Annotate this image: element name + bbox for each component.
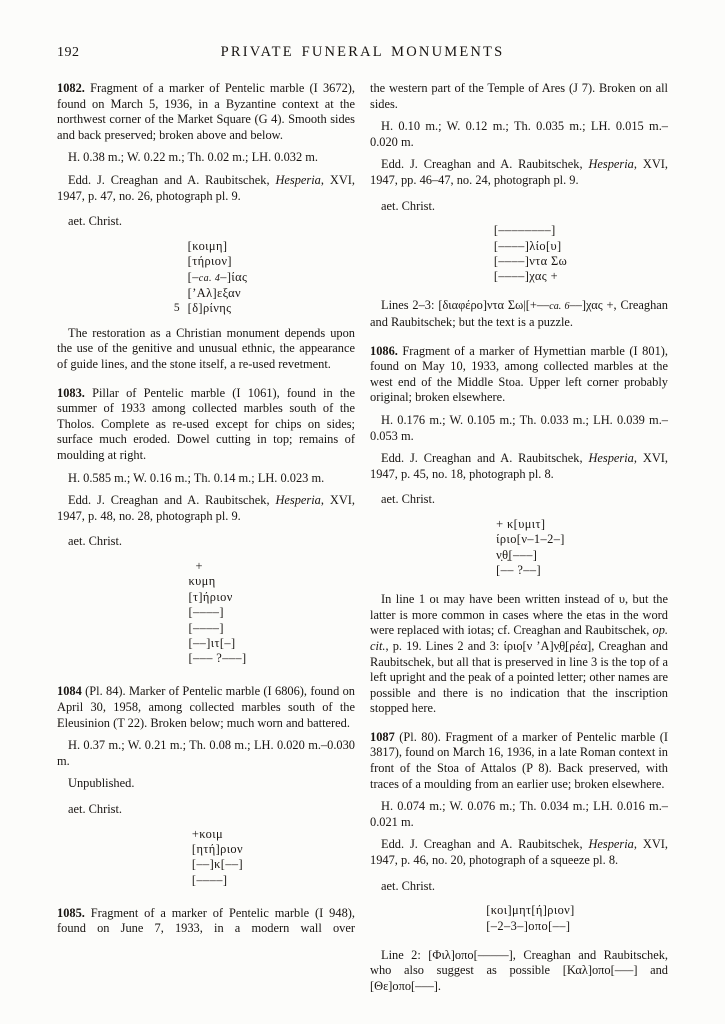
page-title: PRIVATE FUNERAL MONUMENTS	[220, 44, 505, 60]
entry-1082	[57, 81, 355, 373]
inscription-line	[473, 517, 565, 532]
inscription-line-number	[165, 239, 180, 254]
inscription-line	[471, 239, 567, 254]
text-run: + κ[υμιτ]	[496, 516, 546, 531]
inscription-line-number	[471, 254, 486, 269]
paragraph-lead	[57, 81, 355, 143]
text-run: [–2–3–]οπο[––]	[486, 918, 571, 933]
inscription-lines	[165, 239, 248, 317]
paragraph-comment	[370, 298, 668, 330]
inscription-text	[188, 590, 232, 605]
inscription-line-number	[165, 621, 180, 636]
paragraph-comment	[57, 326, 355, 373]
inscription-lines	[473, 517, 565, 579]
text-run: [–– ?––]	[496, 563, 541, 578]
text-run: (Pl. 80). Fragment of a marker of Pentelic marble (I 3817), found on March 16, 1936, in a late Roman context in front of the Stoa of Attalos (P 8). Back preserved, with traces of a moulding from an earlier use; broken elsewhere.	[370, 729, 669, 791]
inscription-line	[463, 919, 574, 934]
inscription-line-number	[471, 223, 486, 238]
inscription-line	[165, 239, 248, 254]
paragraph-measure	[370, 119, 668, 150]
text-run: (Pl. 84). Marker of Pentelic marble (I 6806), found on April 30, 1958, among collected marbles south of the Eleusinion (T 22). Broken below; much worn and battered.	[57, 684, 355, 730]
column-right	[370, 81, 668, 1007]
inscription-text	[494, 239, 562, 254]
text-run: [––––––––]	[493, 223, 556, 238]
text-run: H. 0.37 m.; W. 0.21 m.; Th. 0.08 m.; LH. 0.020 m.–0.030 m.	[57, 738, 355, 768]
inscription-line-number	[463, 903, 478, 918]
text-run: H. 0.10 m.; W. 0.12 m.; Th. 0.035 m.; LH. 0.015 m.–0.020 m.	[370, 119, 668, 149]
inscription-line	[165, 590, 246, 605]
inscription	[370, 223, 668, 289]
text-run: ν̣θ̣[–––]	[496, 547, 538, 562]
inscription-line	[165, 286, 248, 301]
inscription-line-number	[473, 532, 488, 547]
entry-1085-continued	[370, 81, 668, 331]
inscription-line	[165, 270, 248, 286]
entry-number: 1084	[57, 684, 82, 699]
text-run: Fragment of a marker of Pentelic marble (I 3672), found on March 5, 1936, in a Byzantine context at the northwest corner of the Market Square (G 4). Smooth sides and back preserved; broken above and below.	[57, 81, 355, 142]
text-run: –]ίας	[220, 269, 248, 284]
inscription-lines	[169, 827, 243, 889]
entry-number: 1082.	[57, 81, 85, 95]
inscription-line	[169, 842, 243, 857]
text-run: the western part of the Temple of Ares (J 7). Broken on all sides.	[370, 81, 668, 111]
paragraph-lead	[370, 730, 668, 792]
text-run: aet. Christ.	[381, 492, 436, 507]
paragraph-measure	[57, 150, 355, 166]
inscription-line-number	[165, 605, 180, 620]
text-run: [––––]χας +	[493, 269, 558, 284]
inscription-text	[494, 223, 556, 238]
inscription-line-number	[165, 636, 180, 651]
text-run: [–	[187, 269, 199, 284]
inscription-line-number	[473, 548, 488, 563]
text-run: Edd. J. Creaghan and A. Raubitschek,	[381, 451, 589, 466]
entry-1084	[57, 684, 355, 892]
paragraph-aet	[370, 879, 668, 895]
paragraph-edition	[57, 173, 355, 204]
paragraph-lead	[57, 684, 355, 731]
inscription-line	[169, 827, 243, 842]
inscription-lines	[463, 903, 574, 934]
text-run: [––]κ[––]	[191, 857, 244, 872]
text-run: Hesperia	[588, 451, 634, 466]
inscription-text	[496, 548, 537, 563]
inscription-text	[188, 636, 235, 651]
text-run: , p. 19. Lines 2 and 3: ίριο[ν ’Α]ν̣θ̣[ρέα], Creaghan and Raubitschek, but all that is preserved in line 3 is the top of a left upright and the peak of a pointed letter; other names are possible and there is no indication that the inscription stopped here.	[370, 638, 668, 716]
inscription-line	[165, 559, 246, 574]
inscription-line-number	[165, 270, 180, 286]
inscription-line-number	[169, 842, 184, 857]
inscription-text	[496, 517, 545, 532]
text-run: [δ]ρίνης	[187, 301, 232, 316]
text-run: , XVI, 1947, p. 46, no. 20, photograph of a squeeze pl. 8.	[370, 837, 668, 868]
inscription-line-number	[165, 559, 180, 574]
inscription-text	[188, 605, 223, 620]
text-run: Edd. J. Creaghan and A. Raubitschek,	[68, 172, 276, 187]
text-run: H. 0.38 m.; W. 0.22 m.; Th. 0.02 m.; LH. 0.032 m.	[68, 150, 319, 165]
inscription-line	[471, 254, 567, 269]
inscription-line	[165, 621, 246, 636]
text-run: Unpublished.	[68, 776, 135, 791]
inscription-text	[486, 903, 574, 918]
inscription-line	[165, 636, 246, 651]
entry-1085	[57, 906, 355, 937]
paragraph-edition	[370, 837, 668, 868]
page-header	[57, 44, 668, 66]
inscription	[57, 559, 355, 671]
paragraph-continuation	[370, 81, 668, 112]
inscription-text	[188, 621, 223, 636]
text-run: , XVI, 1947, p. 45, no. 18, photograph pl. 8.	[370, 451, 668, 481]
inscription	[57, 239, 355, 317]
paragraph-aet	[370, 492, 668, 508]
text-run: aet. Christ.	[68, 534, 123, 549]
inscription-line-number	[471, 239, 486, 254]
inscription-line	[473, 548, 565, 563]
inscription-line	[165, 574, 246, 589]
text-run: ca. 6	[549, 301, 570, 313]
text-run: ––]χας +, Creaghan and Raubitschek; but the text is a puzzle.	[370, 298, 668, 329]
inscription-line	[473, 563, 565, 578]
text-columns	[57, 81, 668, 1007]
text-run: Edd. J. Creaghan and A. Raubitschek,	[381, 157, 589, 172]
inscription-line-number	[165, 254, 180, 269]
inscription-text	[188, 286, 241, 301]
paragraph-measure	[57, 471, 355, 487]
text-run: [κοιμη]	[187, 238, 228, 253]
text-run: Lines 2–3: [διαφέρο]ντα Σω|[+––	[381, 298, 550, 313]
inscription-text	[192, 842, 243, 857]
inscription-text	[188, 254, 232, 269]
inscription-line	[169, 873, 243, 888]
text-run: [’Αλ]εξαν	[187, 285, 241, 300]
inscription-line-number	[165, 574, 180, 589]
inscription-text	[494, 254, 567, 269]
column-left	[57, 81, 355, 1007]
text-run: , XVI, 1947, p. 48, no. 28, photograph pl. 9.	[57, 493, 355, 523]
text-run: [––– ?–––]	[188, 651, 247, 666]
inscription-lines	[165, 559, 246, 667]
inscription-line-number	[473, 563, 488, 578]
inscription-line	[165, 651, 246, 666]
entry-number: 1085.	[57, 905, 85, 920]
inscription-line-number	[165, 286, 180, 301]
inscription-line-number	[165, 651, 180, 666]
text-run: [––––]	[191, 872, 228, 887]
paragraph-aet	[57, 214, 355, 230]
text-run: aet. Christ.	[68, 214, 123, 229]
paragraph-edition	[370, 451, 668, 482]
text-run: Fragment of a marker of Pentelic marble (I 948), found on June 7, 1933, in a modern wall over	[57, 905, 355, 936]
inscription-line-number	[165, 590, 180, 605]
text-run: +	[188, 558, 203, 573]
text-run: [τήριον]	[187, 254, 232, 269]
text-run: H. 0.585 m.; W. 0.16 m.; Th. 0.14 m.; LH. 0.023 m.	[68, 470, 325, 485]
inscription-line	[165, 605, 246, 620]
text-run: ca. 4	[198, 272, 221, 284]
paragraph-aet	[57, 534, 355, 550]
inscription-text	[188, 559, 202, 574]
inscription-line-number	[463, 919, 478, 934]
inscription-text	[486, 919, 570, 934]
text-run: Edd. J. Creaghan and A. Raubitschek,	[381, 837, 589, 852]
text-run: [––––]λίο[υ]	[493, 238, 562, 253]
inscription-text	[192, 857, 243, 872]
text-run: aet. Christ.	[381, 878, 436, 893]
text-run: Line 2: [Φιλ]οπο[–––––], Creaghan and Raubitschek, who also suggest as possible [Καλ]οπο[–––] and [Θε]οπο[–––].	[370, 947, 668, 993]
paragraph-edition	[57, 493, 355, 524]
paragraph-aet	[57, 802, 355, 818]
paragraph-publication	[57, 776, 355, 792]
entry-1083	[57, 386, 355, 672]
text-run: The restoration as a Christian monument depends upon the use of the genitive and unusual ethnic, the appearance of guide lines, and the stone itself, a re-used revetment.	[57, 325, 355, 371]
text-run: Hesperia	[588, 837, 634, 852]
paragraph-aet	[370, 199, 668, 215]
text-run: [ητή]ριον	[191, 841, 244, 856]
entry-1087	[370, 730, 668, 995]
text-run: [τ]ήριον	[188, 589, 233, 604]
paragraph-lead	[57, 386, 355, 464]
inscription-line	[471, 269, 567, 284]
paragraph-comment	[370, 592, 668, 717]
text-run: +κοιμ	[191, 826, 224, 841]
inscription-line	[165, 301, 248, 316]
inscription-text	[496, 563, 541, 578]
inscription-lines	[471, 223, 567, 285]
text-run: [––]ιτ[–]	[188, 635, 236, 650]
inscription-line-number	[169, 857, 184, 872]
inscription	[370, 517, 668, 583]
text-run: , XVI, 1947, pp. 46–47, no. 24, photograph pl. 9.	[370, 157, 668, 187]
text-run: ίριο[ν–1–2–]	[496, 532, 565, 547]
text-run: Fragment of a marker of Hymettian marble (I 801), found on May 10, 1933, among collected marbles at the west end of the Middle Stoa. Upper left corner probably original; broken elsewhere.	[370, 343, 668, 405]
paragraph-lead	[370, 344, 668, 406]
inscription-text	[188, 270, 248, 286]
inscription-line-number	[471, 269, 486, 284]
text-run: [––––]	[188, 605, 224, 620]
entry-1086	[370, 344, 668, 717]
inscription-line-number	[473, 517, 488, 532]
inscription	[370, 903, 668, 938]
inscription-text	[188, 239, 228, 254]
page-number: 192	[57, 45, 80, 60]
inscription-line	[169, 857, 243, 872]
text-run: κυμη	[188, 574, 216, 589]
inscription	[57, 827, 355, 893]
inscription-text	[192, 827, 223, 842]
text-run: Hesperia	[588, 157, 634, 172]
inscription-text	[496, 532, 565, 547]
text-run: H. 0.074 m.; W. 0.076 m.; Th. 0.034 m.; LH. 0.016 m.–0.021 m.	[370, 799, 668, 829]
text-run: [––––]	[188, 620, 224, 635]
inscription-line	[473, 532, 565, 547]
entry-number: 1087	[370, 729, 395, 744]
inscription-line	[463, 903, 574, 918]
inscription-text	[192, 873, 227, 888]
text-run: [κοι]μητ[ή]ριον]	[486, 903, 575, 918]
inscription-text	[188, 301, 232, 316]
entry-number: 1086.	[370, 343, 398, 358]
text-run: Hesperia	[275, 172, 321, 187]
text-run: [––––]ντα Σω	[493, 253, 568, 268]
text-run: op. cit.	[370, 623, 668, 653]
inscription-line	[165, 254, 248, 269]
inscription-line	[471, 223, 567, 238]
inscription-line-number	[169, 827, 184, 842]
inscription-text	[188, 651, 246, 666]
text-run: H. 0.176 m.; W. 0.105 m.; Th. 0.033 m.; LH. 0.039 m.–0.053 m.	[370, 412, 668, 443]
text-run: Edd. J. Creaghan and A. Raubitschek,	[68, 493, 276, 508]
text-run: aet. Christ.	[68, 801, 123, 816]
text-run: aet. Christ.	[381, 198, 436, 213]
paragraph-edition	[370, 157, 668, 188]
inscription-line-number	[169, 873, 184, 888]
inscription-line-number: 5	[173, 302, 180, 315]
paragraph-lead	[57, 906, 355, 937]
text-run: Pillar of Pentelic marble (I 1061), found in the summer of 1933 among collected marbles south of the Tholos. Complete as re-used except for chips on sides; surface much eroded. Dowel cutting in top; remains of moulding at right.	[57, 385, 355, 462]
inscription-text	[494, 269, 558, 284]
entry-number: 1083.	[57, 385, 85, 400]
paragraph-measure	[57, 738, 355, 769]
paragraph-measure	[370, 799, 668, 830]
inscription-text	[188, 574, 215, 589]
text-run: Hesperia	[275, 493, 321, 508]
text-run: , XVI, 1947, p. 47, no. 26, photograph pl. 9.	[57, 172, 355, 203]
paragraph-measure	[370, 413, 668, 444]
text-run: In line 1 οι may have been written instead of υ, but the latter is more common in cases where the etas in the word were replaced with iotas; cf. Creaghan and Raubitschek,	[370, 592, 668, 638]
paragraph-comment	[370, 948, 668, 995]
